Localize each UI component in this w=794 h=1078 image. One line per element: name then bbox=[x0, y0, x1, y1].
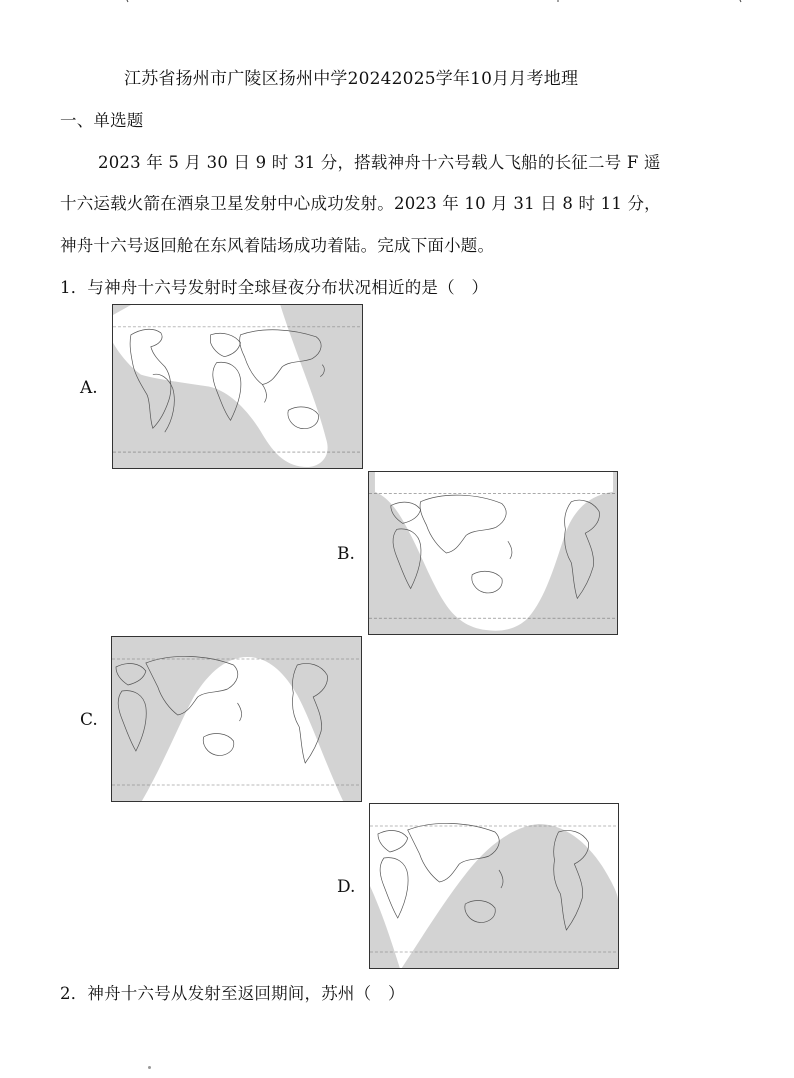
option-d-label[interactable]: D. bbox=[337, 877, 356, 897]
question-2-stem: 2．神舟十六号从发射至返回期间，苏州（ ） bbox=[60, 984, 405, 1003]
passage-line-2: 十六运载火箭在酒泉卫星发射中心成功发射。2023 年 10 月 31 日 8 时 11 分， bbox=[60, 194, 661, 213]
option-b-label[interactable]: B. bbox=[337, 544, 355, 564]
option-c-world-map[interactable] bbox=[111, 636, 362, 802]
option-d-world-map[interactable] bbox=[369, 803, 619, 969]
option-a-world-map[interactable] bbox=[112, 304, 363, 469]
page-title: 江苏省扬州市广陵区扬州中学20242025学年10月月考地理 bbox=[124, 69, 579, 89]
passage-line-1: 2023 年 5 月 30 日 9 时 31 分，搭载神舟十六号载人飞船的长征二号 F 遥 bbox=[98, 153, 661, 172]
cropped-header-fragment bbox=[0, 0, 794, 4]
option-a-label[interactable]: A. bbox=[80, 378, 98, 398]
passage-line-3: 神舟十六号返回舱在东风着陆场成功着陆。完成下面小题。 bbox=[60, 236, 495, 255]
option-c-label[interactable]: C. bbox=[80, 710, 98, 730]
section-heading: 一、单选题 bbox=[60, 111, 144, 130]
option-b-world-map[interactable] bbox=[368, 471, 618, 635]
page-speck bbox=[148, 1066, 151, 1069]
question-1-stem: 1．与神舟十六号发射时全球昼夜分布状况相近的是（ ） bbox=[60, 278, 489, 297]
